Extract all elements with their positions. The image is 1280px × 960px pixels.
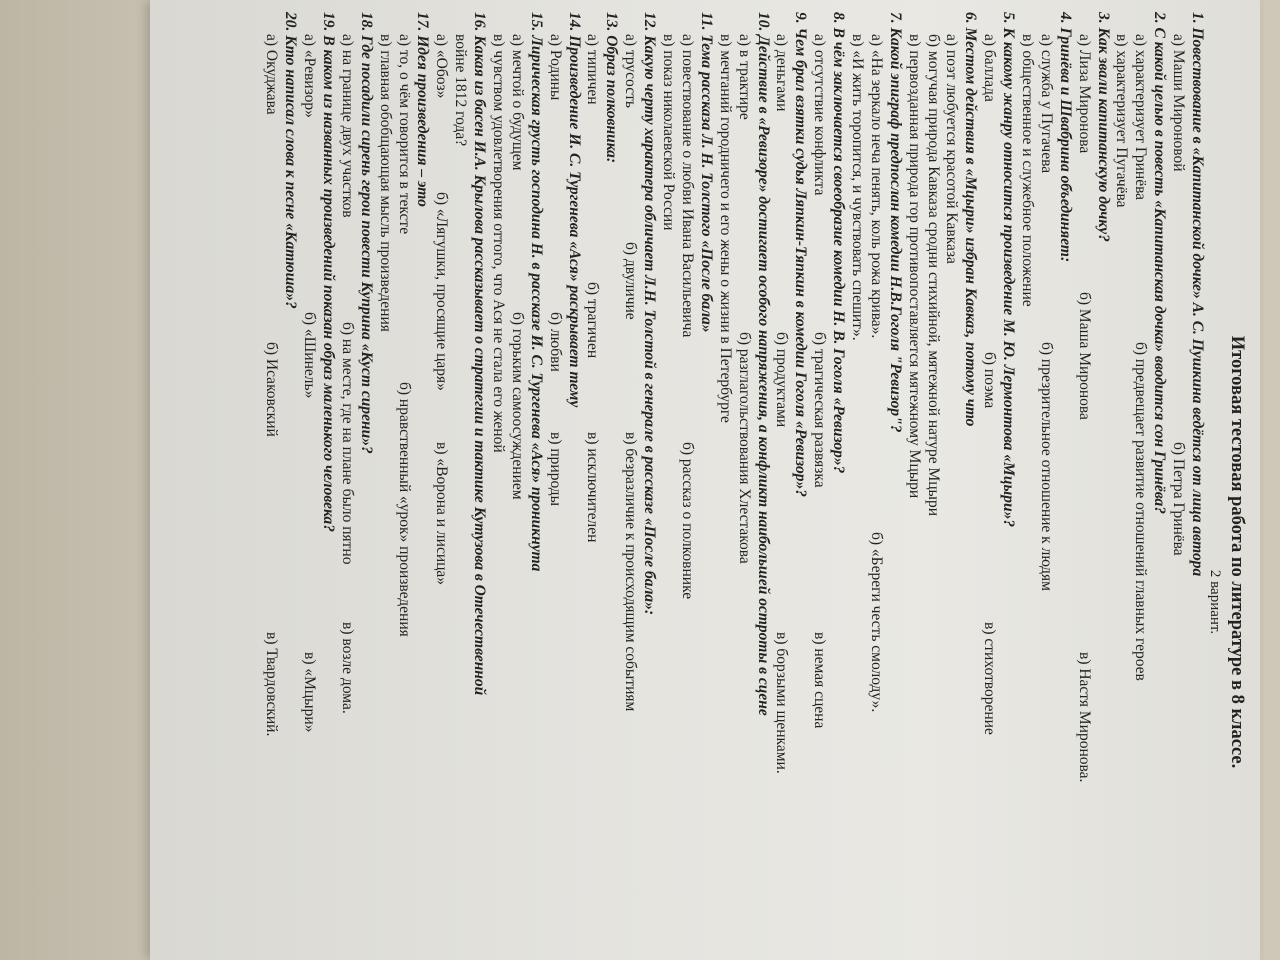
question-text: 20. Кто написал слова к песне «Катюша»? (282, 12, 300, 309)
answer-row (337, 12, 356, 952)
answer-option: в) Настя Миронова. (1075, 652, 1093, 783)
answer-option: б) могучая природа Кавказа сродни стихийной, мятежной натуре Мцыри (924, 34, 942, 516)
answer-option: а) Маши Мироновой (1170, 34, 1188, 172)
answer-option: б) двуличие (622, 242, 640, 320)
answer-option: в) Твардовский. (263, 632, 281, 737)
answer-row (1130, 12, 1149, 952)
answer-row (772, 12, 791, 952)
answer-row (923, 12, 942, 952)
answer-option: б) поэма (981, 352, 999, 409)
answer-row (904, 12, 923, 952)
answer-option: б) предвещает развитие отношений главных героев (1132, 342, 1150, 681)
answer-row (450, 12, 469, 952)
answer-option: в) «Ворона и лисица» (433, 442, 451, 586)
answer-option: б) «Береги честь смолоду». (867, 532, 885, 713)
answer-option: а) баллада (981, 34, 999, 102)
answer-option: в) мечтаний городничего и его жены о жизни в Петербурге (716, 34, 734, 423)
answer-row (809, 12, 828, 952)
question-text: 19. В каком из названных произведений показан образ маленького человека? (320, 12, 338, 532)
answer-option: б) горьким самоосуждением (508, 312, 526, 500)
answer-row (1036, 12, 1055, 952)
answer-option: в) немая сцена (811, 632, 829, 729)
answer-option: а) характеризует Гринёва (1132, 34, 1150, 201)
question-text: 4. Гринёва и Швабрина объединяет: (1056, 12, 1074, 263)
answer-option: б) трагическая развязка (811, 332, 829, 488)
answer-option: в) чувством удовлетворения оттого, что Ася не стала его женой (490, 34, 508, 453)
answer-option: б) «Шинель» (301, 312, 319, 399)
answer-option: а) типичен (584, 34, 602, 105)
question-text: 18. Где посадили сирень герои повести Куприна «Куст сирени»? (357, 12, 375, 454)
answer-row (394, 12, 413, 952)
answer-option: в) «Мцыри» (301, 652, 319, 733)
question-text: 16. Какая из басен И.А. Крылова рассказывает о стратегии и тактике Кутузова в Отечественной (471, 12, 489, 696)
answer-row (1074, 12, 1093, 952)
question-text: 1. Повествование в «Капитанской дочке» А. С. Пушкина ведётся от лица автора (1189, 12, 1206, 577)
question-text: 3. Как звали капитанскую дочку? (1094, 12, 1112, 242)
answer-option: в) исключителен (584, 432, 602, 543)
answer-row (431, 12, 450, 952)
answer-row (299, 12, 318, 952)
answer-row (507, 12, 526, 952)
answer-row (677, 12, 696, 952)
question-text: 7. Какой эпиграф предпослан комедии Н.В.Гоголя "Ревизор"? (886, 12, 904, 433)
answer-option: а) отсутствие конфликта (811, 34, 829, 196)
question-text: 10. Действие в «Ревизоре» достигает особого напряжения, а конфликт наибольшей остроты в сцене (754, 12, 772, 716)
answer-row (658, 12, 677, 952)
answer-option: а) служба у Пугачева (1037, 34, 1055, 174)
answer-option: а) Окуджава (263, 34, 281, 115)
answer-row (1112, 12, 1131, 952)
answer-row (1168, 12, 1187, 952)
answer-option: а) на границе двух участков (338, 34, 356, 218)
answer-option: а) «Обоз» (433, 34, 451, 99)
answer-option: в) характеризует Пугачёва (1113, 34, 1131, 208)
answer-option: б) любви (546, 312, 564, 372)
answer-option: а) поэт любуется красотой Кавказа (943, 34, 961, 264)
answer-row (979, 12, 998, 952)
answer-row (261, 12, 280, 952)
answer-option: а) трусость (622, 34, 640, 108)
answer-row (620, 12, 639, 952)
answer-option: а) повествование о любви Ивана Васильевича (678, 34, 696, 338)
answer-option: войне 1812 года? (452, 34, 470, 147)
answer-option: в) главная обобщающая мысль произведения (376, 34, 394, 332)
answer-option: а) то, о чём говорится в тексте (395, 34, 413, 235)
question-text: 8. В чём заключается своеобразие комедии Н. В. Гоголя «Ревизор»? (830, 12, 848, 474)
question-text: 15. Лирическая грусть господина Н. в рассказе И. С. Тургенева «Ася» проникнута (527, 12, 545, 572)
question-text: 11. Тема рассказа Л. Н. Толстого «После бала» (697, 12, 715, 333)
answer-option: а) Родины (546, 34, 564, 101)
answer-row (583, 12, 602, 952)
answer-row (375, 12, 394, 952)
question-text: 13. Образ полковника: (603, 12, 621, 164)
answer-option: б) продуктами (773, 332, 791, 428)
answer-option: б) разглагольствования Хлестакова (735, 332, 753, 564)
question-text: 5. К какому жанру относится произведение М. Ю. Лермонтова «Мцыри»? (1000, 12, 1018, 528)
answer-option: б) Исаковский (263, 342, 281, 437)
question-text: 14. Произведение И. С. Тургенева «Ася» раскрывает тему (565, 12, 583, 408)
document-title: Итоговая тестовая работа по литературе в 8 классе. (1227, 335, 1247, 769)
answer-option: в) «И жить торопится, и чувствовать спешит». (848, 34, 866, 341)
answer-option: в) общественное и служебное положение (1018, 34, 1036, 307)
answer-option: б) Маша Миронова (1075, 292, 1093, 420)
answer-option: в) первозданная природа гор противопоставляется мятежному Мцыри (905, 34, 923, 499)
test-document (160, 12, 1250, 952)
question-text: 6. Местом действия в «Мцыри» избран Кавказ, потому что (962, 12, 980, 427)
answer-option: б) презрительное отношение к людям (1037, 342, 1055, 591)
answer-option: б) нравственный «урок» произведения (395, 382, 413, 637)
answer-option: б) трагичен (584, 282, 602, 359)
answer-row (734, 12, 753, 952)
answer-option: в) возле дома. (338, 622, 356, 714)
question-list (261, 12, 1206, 952)
answer-option: б) «Лягушки, просящие царя» (433, 192, 451, 391)
question-text: 17. Идея произведения – это (414, 12, 432, 207)
question-text: 9. Чем брал взятки судья Ляпкин-Тяпкин в комедии Гоголя «Ревизор»? (792, 12, 810, 497)
answer-option: а) «На зеркало неча пенять, коль рожа крива». (867, 34, 885, 339)
answer-option: б) рассказ о полковнике (678, 442, 696, 600)
answer-option: а) «Ревизор» (301, 34, 319, 118)
answer-option: в) безразличие к происходящим событиям (622, 432, 640, 712)
answer-row (847, 12, 866, 952)
answer-row (1017, 12, 1036, 952)
answer-option: в) борзыми щенками. (773, 632, 791, 774)
answer-option: а) деньгами (773, 34, 791, 112)
answer-option: в) показ николаевской России (660, 34, 678, 231)
question-text: 2. С какой целью в повесть «Капитанская дочка» вводится сон Гринёва? (1151, 12, 1169, 515)
answer-option: в) природы (546, 432, 564, 507)
answer-row (942, 12, 961, 952)
answer-row (715, 12, 734, 952)
answer-option: б) Петра Гринёва (1170, 442, 1188, 556)
answer-row (545, 12, 564, 952)
answer-option: а) мечтой о будущем (508, 34, 526, 171)
answer-row (866, 12, 885, 952)
answer-option: а) в трактире (735, 34, 753, 120)
answer-row (488, 12, 507, 952)
answer-option: в) стихотворение (981, 622, 999, 735)
answer-option: а) Лиза Миронова (1075, 34, 1093, 154)
answer-option: б) на месте, где на плане было пятно (338, 322, 356, 565)
question-text: 12. Какую черту характера обличает Л.Н. Толстой в генерале в рассказе «После бала»: (641, 12, 659, 616)
variant-label: 2 вариант. (1207, 569, 1223, 635)
